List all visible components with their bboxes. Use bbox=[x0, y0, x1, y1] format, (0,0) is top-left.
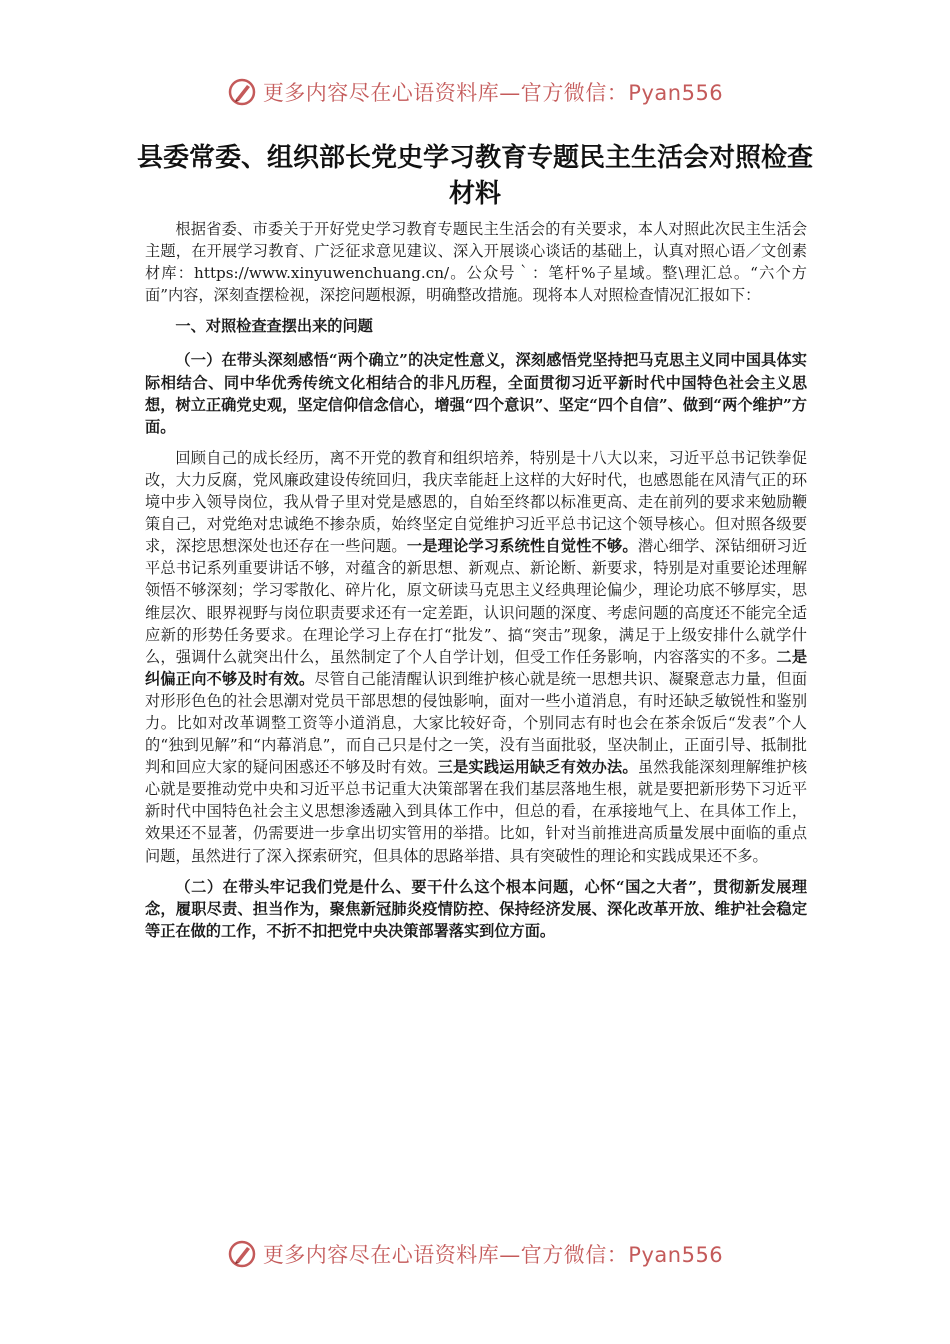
document-body bbox=[145, 218, 807, 951]
body-text: 虽然我能深刻理解维护核心就是要推动党中央和习近平总书记重大决策部署在我们基层落地生根，就是要把新形势下习近平新时代中国特色社会主义思想渗透融入到具体工作中，但总的看，在承接地气上、在具体工作上，效果还不显著，仍需要进一步拿出切实管用的举措。比如，针对当前推进高质量发展中面临的重点问题，虽然进行了深入探索研究，但具体的思路举措、具有突破性的理论和实践成果还不多。 bbox=[145, 758, 808, 865]
point-three-title: 三是实践运用缺乏有效办法。 bbox=[437, 758, 638, 777]
watermark-text: 更多内容尽在心语资料库—官方微信：Pyan556 bbox=[262, 1243, 724, 1267]
watermark-text: 更多内容尽在心语资料库—官方微信：Pyan556 bbox=[262, 81, 724, 105]
pen-in-circle-icon bbox=[227, 77, 257, 107]
body-text: 回顾自己的成长经历，离不开党的教育和组织培养，特别是十八大以来，习近平总书记铁拳促改，大力反腐，党风廉政建设传统回归，我庆幸能赶上这样的大好时代，也感恩能在风清气正的环境中步入领导岗位，我从骨子里对党是感恩的，自始至终都以标准更高、走在前列的要求来勉励鞭策自己，对党绝对忠诚绝不掺杂质，始终坚定自觉维护习近平总书记这个领导核心。但对照各级要求，深挖思想深处也还存在一些问题。 bbox=[145, 448, 807, 556]
subsection-heading-2: （二）在带头牢记我们党是什么、要干什么这个根本问题，心怀“国之大者”，贯彻新发展理念，履职尽责、担当作为，聚焦新冠肺炎疫情防控、保持经济发展、深化改革开放、维护社会稳定等正在做的工作，不折不扣把党中央决策部署落实到位方面。 bbox=[145, 877, 807, 940]
watermark-footer bbox=[0, 1232, 950, 1276]
body-text: 潜心细学、深钻细研习近平总书记系列重要讲话不够，对蕴含的新思想、新观点、新论断、新要求，特别是对重要论述理解领悟不够深刻；学习零散化、碎片化，原文研读马克思主义经典理论偏少，理论功底不够厚实，思维层次、眼界视野与岗位职责要求还有一定差距，认识问题的深度、考虑问题的高度还不能完全适应新的形势任务要求。在理论学习上存在打“批发”、搞“突击”现象，满足于上级安排什么就学什么，强调什么就突出什么，虽然制定了个人自学计划，但受工作任务影响，内容落实的不多。 bbox=[145, 537, 808, 666]
point-two-title: 二是纠偏正向不够及时有效。 bbox=[145, 647, 808, 688]
point-one-title: 一是理论学习系统性自觉性不够。 bbox=[406, 537, 638, 556]
body-paragraph bbox=[145, 447, 807, 867]
pen-in-circle-icon bbox=[227, 1239, 257, 1269]
subsection-heading-1: （一）在带头深刻感悟“两个确立”的决定性意义，深刻感悟党坚持把马克思主义同中国具体实际相结合、同中华优秀传统文化相结合的非凡历程，全面贯彻习近平新时代中国特色社会主义思想，树立正确党史观，坚定信仰信念信心，增强“四个意识”、坚定“四个自信”、做到“两个维护”方面。 bbox=[145, 351, 807, 436]
watermark-header bbox=[0, 70, 950, 114]
body-text: 尽管自己能清醒认识到维护核心就是统一思想共识、凝聚意志力量，但面对形形色色的社会思潮对党员干部思想的侵蚀影响，面对一些小道消息，有时还缺乏敏锐性和鉴别力。比如对改革调整工资等小道消息，大家比较好奇，个别同志有时也会在茶余饭后“发表”个人的“独到见解”和“内幕消息”，而自己只是付之一笑，没有当面批驳，坚决制止，正面引导、抵制批判和回应大家的疑问困惑还不够及时有效。 bbox=[145, 669, 808, 777]
intro-paragraph: 根据省委、市委关于开好党史学习教育专题民主生活会的有关要求，本人对照此次民主生活会主题，在开展学习教育、广泛征求意见建议、深入开展谈心谈话的基础上，认真对照心语／文创素材库：https://www.xinyuwenchuang.cn/。公众号｀：笔杆%子星域。整\理汇总。“六个方面”内容，深刻查摆检视，深挖问题根源，明确整改措施。现将本人对照检查情况汇报如下： bbox=[145, 220, 807, 305]
document-title: 县委常委、组织部长党史学习教育专题民主生活会对照检查材料 bbox=[136, 143, 813, 209]
section-heading: 一、对照检查查摆出来的问题 bbox=[175, 317, 373, 336]
